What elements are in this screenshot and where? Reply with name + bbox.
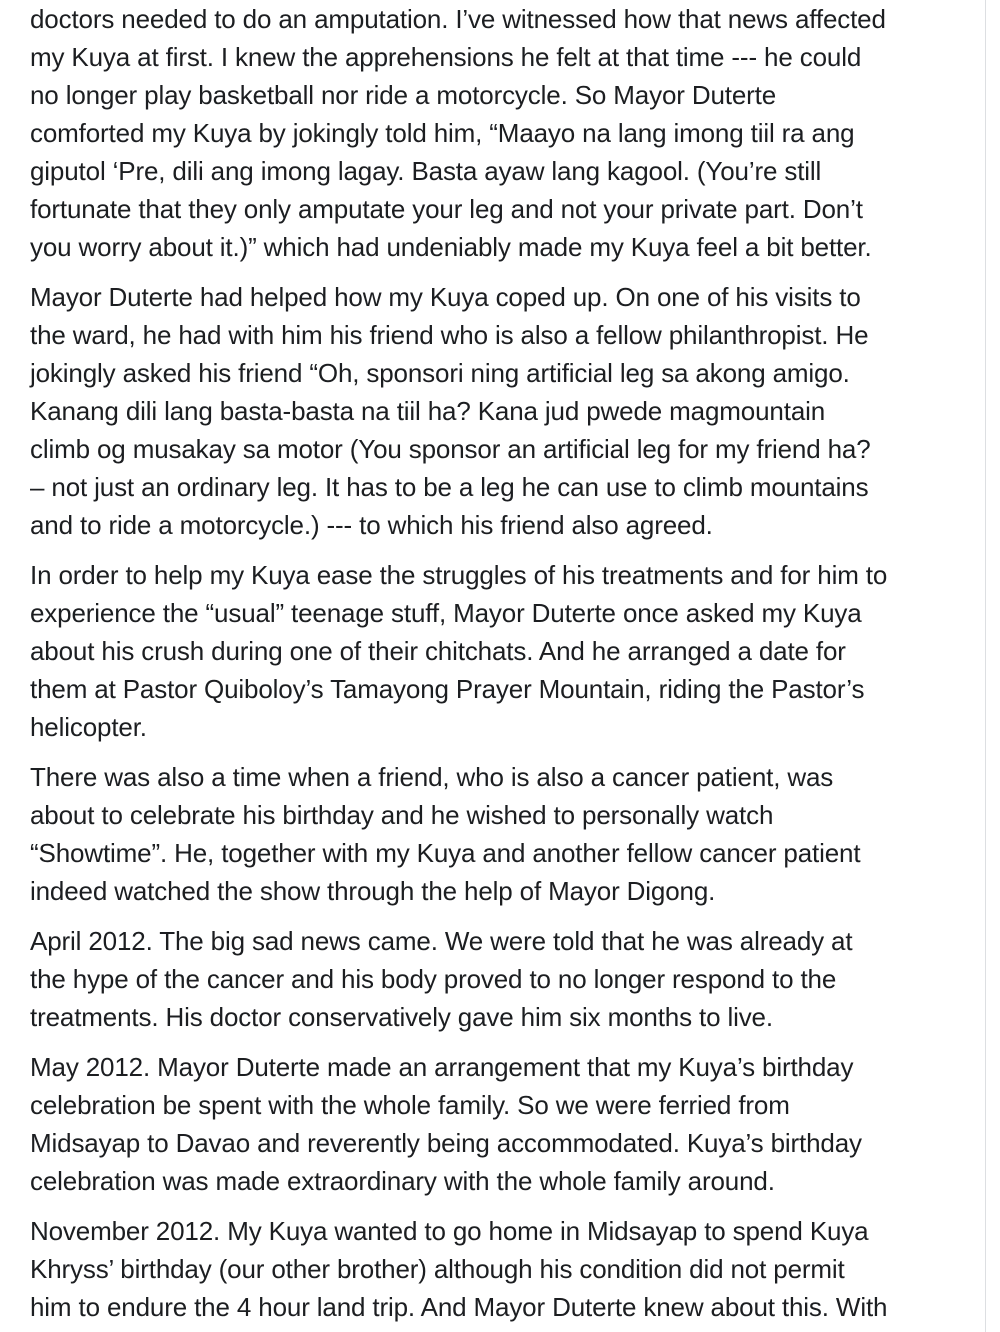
text-line: the ward, he had with him his friend who is also a fellow philanthropist. He (30, 320, 869, 350)
paragraph-1 (30, 0, 975, 266)
text-line: There was also a time when a friend, who is also a cancer patient, was (30, 762, 834, 792)
text-line: about to celebrate his birthday and he wished to personally watch (30, 800, 774, 830)
text-line: May 2012. Mayor Duterte made an arrangement that my Kuya’s birthday (30, 1052, 854, 1082)
paragraph-4 (30, 758, 975, 910)
text-line: In order to help my Kuya ease the struggles of his treatments and for him to (30, 560, 888, 590)
text-line: my Kuya at first. I knew the apprehensions he felt at that time --- he could (30, 42, 862, 72)
text-line: Khryss’ birthday (our other brother) although his condition did not permit (30, 1254, 845, 1284)
text-line: no longer play basketball nor ride a motorcycle. So Mayor Duterte (30, 80, 777, 110)
text-line: “Showtime”. He, together with my Kuya and another fellow cancer patient (30, 838, 861, 868)
text-line: fortunate that they only amputate your leg and not your private part. Don’t (30, 194, 863, 224)
text-line: them at Pastor Quiboloy’s Tamayong Prayer Mountain, riding the Pastor’s (30, 674, 865, 704)
text-line: about his crush during one of their chitchats. And he arranged a date for (30, 636, 846, 666)
text-line: jokingly asked his friend “Oh, sponsori ning artificial leg sa akong amigo. (30, 358, 850, 388)
text-line: November 2012. My Kuya wanted to go home in Midsayap to spend Kuya (30, 1216, 869, 1246)
text-line: you worry about it.)” which had undeniably made my Kuya feel a bit better. (30, 232, 872, 262)
text-line: experience the “usual” teenage stuff, Mayor Duterte once asked my Kuya (30, 598, 862, 628)
text-line: celebration be spent with the whole family. So we were ferried from (30, 1090, 790, 1120)
text-line: the hype of the cancer and his body proved to no longer respond to the (30, 964, 837, 994)
text-line: comforted my Kuya by jokingly told him, “Maayo na lang imong tiil ra ang (30, 118, 855, 148)
paragraph-3 (30, 556, 975, 746)
post-text (30, 0, 975, 1332)
text-line: Kanang dili lang basta-basta na tiil ha? Kana jud pwede magmountain (30, 396, 826, 426)
text-line: treatments. His doctor conservatively gave him six months to live. (30, 1002, 773, 1032)
text-line: Midsayap to Davao and reverently being accommodated. Kuya’s birthday (30, 1128, 862, 1158)
text-line: doctors needed to do an amputation. I’ve witnessed how that news affected (30, 4, 886, 34)
text-line: – not just an ordinary leg. It has to be a leg he can use to climb mountains (30, 472, 869, 502)
text-line: Mayor Duterte had helped how my Kuya coped up. On one of his visits to (30, 282, 861, 312)
text-line: celebration was made extraordinary with the whole family around. (30, 1166, 775, 1196)
paragraph-2 (30, 278, 975, 544)
text-line: and to ride a motorcycle.) --- to which his friend also agreed. (30, 510, 713, 540)
text-line: indeed watched the show through the help of Mayor Digong. (30, 876, 716, 906)
text-line: helicopter. (30, 712, 147, 742)
text-line: April 2012. The big sad news came. We were told that he was already at (30, 926, 853, 956)
text-line: giputol ‘Pre, dili ang imong lagay. Basta ayaw lang kagool. (You’re still (30, 156, 822, 186)
paragraph-7 (30, 1212, 975, 1326)
text-line: him to endure the 4 hour land trip. And Mayor Duterte knew about this. With (30, 1292, 888, 1322)
paragraph-5 (30, 922, 975, 1036)
paragraph-6 (30, 1048, 975, 1200)
page-gutter (986, 0, 1000, 1332)
text-line: climb og musakay sa motor (You sponsor an artificial leg for my friend ha? (30, 434, 871, 464)
